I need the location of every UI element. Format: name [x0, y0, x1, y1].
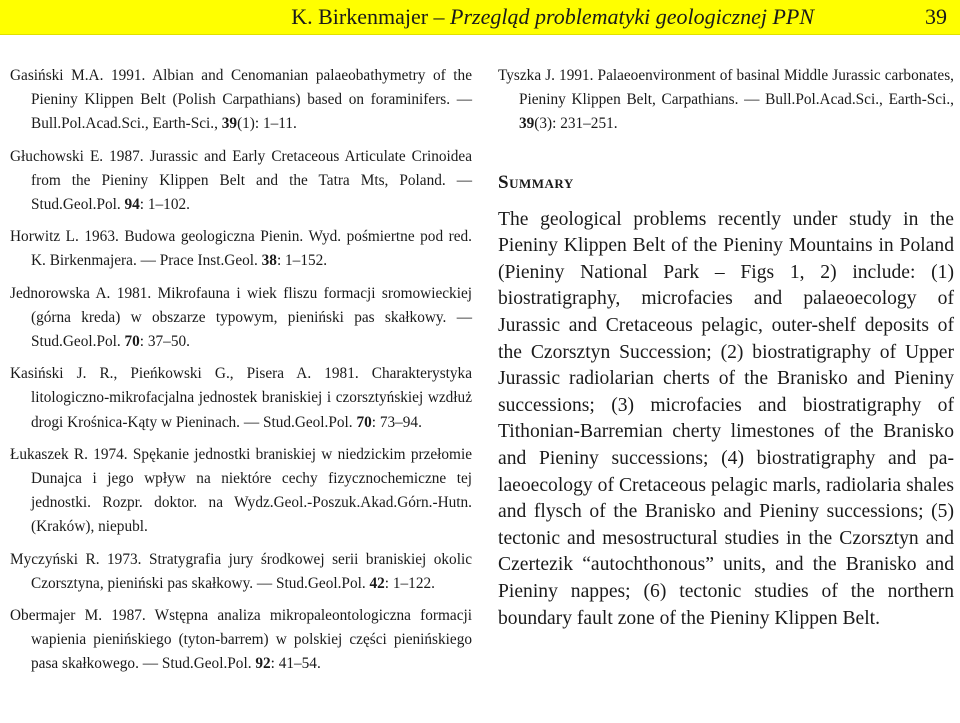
reference-pages: (1): 1–11.: [237, 115, 297, 133]
reference-entry: [10, 225, 472, 273]
summary-heading: Summary: [498, 171, 574, 193]
reference-pages: : 1–122.: [384, 574, 435, 592]
reference-text: Myczyński R. 1973. Stratygrafia jury środkowej serii braniskiej okolic Czorsztyna, pieniński pas skałkowy. — Stud.Geol.Pol.: [10, 550, 472, 592]
reference-entry: [10, 443, 472, 540]
volume-number: 94: [124, 196, 140, 214]
reference-entry: [10, 604, 472, 677]
header-dash: –: [428, 4, 451, 29]
reference-text: Jednorowska A. 1981. Mikrofauna i wiek fliszu formacji sromowieckiej (górna kreda) w obszarze typowym, pieniński pas skałkowy. — Stud.Geol.Pol.: [10, 284, 472, 351]
reference-text: Łukaszek R. 1974. Spękanie jednostki braniskiej w niedzickim przełomie Dunajca i jego wpływ na niektóre cechy fizycznochemiczne tej jednostki. Rozpr. doktor. na Wydz.Geol.-Poszuk.Akad.Górn.-Hutn. (Kraków), niepubl.: [10, 445, 472, 536]
volume-number: 42: [369, 574, 385, 592]
header-author: K. Birkenmajer: [291, 4, 429, 29]
reference-text: Tyszka J. 1991. Palaeoenvironment of basinal Middle Jurassic carbonates, Pieniny Klippen Belt, Carpathians. — Bull.Pol.Acad.Sci., Earth-Sci.,: [498, 67, 954, 109]
reference-entry: [10, 64, 472, 137]
volume-number: 39: [519, 115, 535, 133]
reference-pages: (3): 231–251.: [534, 115, 618, 133]
running-header: [0, 0, 960, 35]
reference-pages: : 73–94.: [371, 413, 422, 431]
header-journal-title: Przegląd problematyki geologicznej PPN: [450, 4, 814, 29]
summary-body: The geological problems recently under study in the Pieniny Klippen Belt of the Pieniny Mountains in Poland (Pieniny National Park – Figs 1, 2) include: (1) biostratigraphy, microfacies and palaeoecology of Jurassic and Cretaceous pelagic, outer-shelf deposits of the Czorsztyn Succession; (2) biostratigraphy of Upper Jurassic radiolarian cherts of the Branisko and Pieniny successions; (3) microfacies and biostratigraphy of Tithonian-Barremian cherty limestones of the Branisko and Pieniny successions; (4) biostratigraphy and palaeoecology of Cretaceous pelagic marls, radiolaria shales and flysch of the Branisko and Pieniny successions; (5) tectonic and mesostructural studies in the Czorsztyn and Czertezik “autochthonous” units, and the Branisko and Pieniny nappes; (6) tectonic studies of the northern boundary fault zone of the Pieniny Klippen Belt.: [498, 208, 954, 629]
left-column: [10, 64, 472, 685]
reference-pages: : 1–102.: [139, 196, 190, 214]
reference-pages: : 37–50.: [139, 333, 190, 351]
reference-text: Horwitz L. 1963. Budowa geologiczna Pienin. Wyd. pośmiertne pod red. K. Birkenmajera. — Prace Inst.Geol.: [10, 228, 472, 270]
reference-pages: : 41–54.: [270, 655, 321, 673]
reference-text: Kasiński J. R., Pieńkowski G., Pisera A. 1981. Charakterystyka litologiczno-mikrofacjalna jednostek braniskiej i czorsztyńskiej wzdłuż drogi Krośnica-Kąty w Pieninach. — Stud.Geol.Pol.: [10, 365, 472, 431]
volume-number: 70: [356, 413, 372, 431]
right-column: [498, 64, 954, 632]
volume-number: 92: [255, 655, 271, 673]
reference-entry: [10, 362, 472, 435]
page-number: 39: [925, 4, 947, 29]
reference-entry: [498, 64, 954, 137]
reference-pages: : 1–152.: [276, 252, 328, 270]
reference-text: Gasiński M.A. 1991. Albian and Cenomanian palaeobathymetry of the Pieniny Klippen Belt (Polish Carpathians) based on foraminifers. — Bull.Pol.Acad.Sci., Earth-Sci.,: [10, 67, 472, 133]
running-title: [291, 5, 814, 29]
volume-number: 39: [221, 115, 238, 133]
reference-text: Głuchowski E. 1987. Jurassic and Early Cretaceous Articulate Crinoidea from the Pieniny Klippen Belt and the Tatra Mts, Poland. — Stud.Geol.Pol.: [10, 147, 472, 214]
reference-entry: [10, 145, 472, 218]
reference-entry: [10, 548, 472, 596]
reference-text: Obermajer M. 1987. Wstępna analiza mikropaleontologiczna formacji wapienia pienińskiego (tyton-barrem) w polskiej części pienińskiego pasa skałkowego. — Stud.Geol.Pol.: [10, 607, 472, 673]
volume-number: 70: [124, 333, 140, 351]
reference-entry: [10, 282, 472, 355]
volume-number: 38: [261, 252, 277, 270]
